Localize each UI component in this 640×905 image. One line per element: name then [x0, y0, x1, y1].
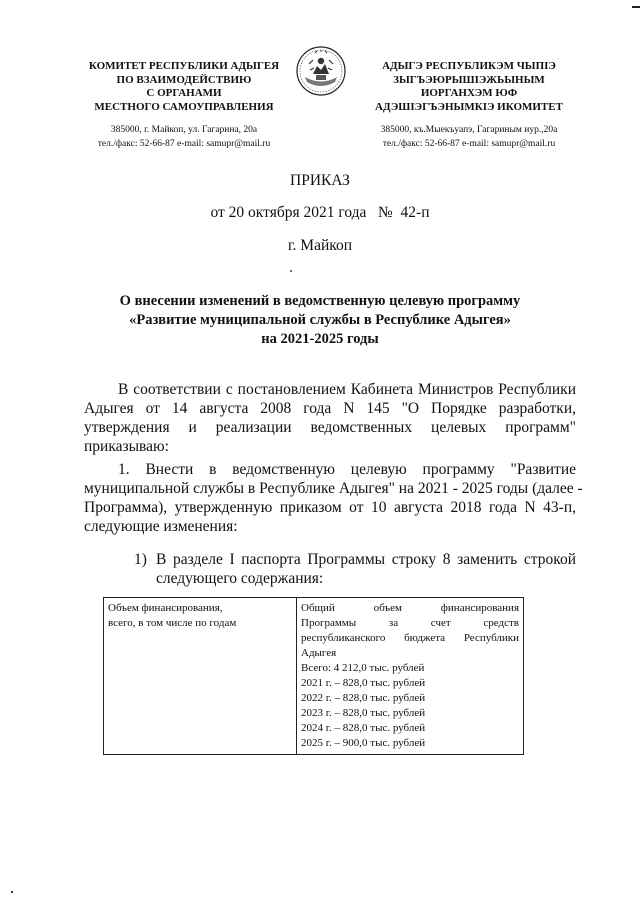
paragraph-line: приказываю:	[84, 438, 169, 455]
table-text-line: Общий объем финансирования	[301, 602, 519, 614]
header-left-address: 385000, г. Майкоп, ул. Гагарина, 20а	[110, 125, 258, 135]
preamble-paragraph	[84, 380, 576, 456]
header-right-address: 385000, къ.Мыекъуапэ, Гагариным иур.,20а	[380, 125, 558, 135]
paragraph-line: следующего содержания:	[156, 570, 324, 587]
table-text-line: 2024 г. – 828,0 тыс. рублей	[301, 722, 426, 734]
subject-line: О внесении изменений в ведомственную целевую программу	[119, 293, 521, 309]
coat-of-arms-icon	[295, 44, 347, 98]
table-text-line: 2021 г. – 828,0 тыс. рублей	[301, 677, 426, 689]
table-row	[104, 598, 524, 755]
paragraph-line: В соответствии с постановлением Кабинета Министров Республики	[118, 381, 576, 398]
paragraph-line: В разделе I паспорта Программы строку 8 заменить строкой	[156, 551, 576, 568]
header-left-address-block	[84, 123, 284, 151]
header-right-block	[362, 60, 576, 151]
header-right-contacts: тел./факс: 52-66-87 e-mail: samupr@mail.ru	[382, 139, 556, 149]
paragraph-line: Адыгея от 14 августа 2008 года N 145 "О Порядке разработки,	[84, 400, 576, 417]
table-cell-label	[104, 598, 297, 755]
subject-line: на 2021-2025 годы	[261, 331, 379, 347]
header-right-line: АДЭШІЭГЪЭНЫМКІЭ ИКОМИТЕТ	[375, 100, 563, 113]
table-text-line: 2023 г. – 828,0 тыс. рублей	[301, 707, 426, 719]
scan-dot	[11, 891, 13, 893]
header-left-line: ПО ВЗАИМОДЕЙСТВИЮ	[116, 73, 252, 86]
table-text-line: Программы за счет средств	[301, 617, 519, 629]
header-right-line: ЗЫГЪЭЮРЫШІЭЖЬЫНЫМ	[393, 73, 545, 86]
header-left-line: МЕСТНОГО САМОУПРАВЛЕНИЯ	[94, 100, 274, 113]
header-left-line: С ОРГАНАМИ	[146, 87, 222, 99]
document-title: ПРИКАЗ	[290, 172, 350, 189]
table-text-line: Адыгея	[301, 647, 337, 659]
paragraph-line: утверждения и реализации ведомственных целевых программ"	[84, 419, 576, 436]
table-cell-value	[297, 598, 524, 755]
paragraph-line: Программа), утвержденную приказом от 10 августа 2018 года N 43-п,	[84, 499, 576, 516]
table-text-line: Объем финансирования,	[108, 602, 223, 614]
financing-table	[103, 597, 524, 755]
header-right-address-block	[362, 123, 576, 151]
table-text-line: республиканского бюджета Республики	[301, 632, 519, 644]
sub-item-paragraph	[134, 550, 576, 588]
header-left-contacts: тел./факс: 52-66-87 e-mail: samupr@mail.ru	[97, 139, 271, 149]
subject-line: «Развитие муниципальной службы в Республике Адыгея»	[129, 312, 511, 328]
table-text-line: 2022 г. – 828,0 тыс. рублей	[301, 692, 426, 704]
item-one-paragraph	[84, 460, 583, 536]
sub-item-number: 1)	[134, 551, 147, 568]
document-subject	[0, 292, 640, 349]
paragraph-line: следующие изменения:	[84, 518, 238, 535]
scan-edge-mark	[632, 6, 640, 8]
paragraph-line: 1. Внести в ведомственную целевую программу "Развитие	[118, 461, 576, 478]
paragraph-line: муниципальной службы в Республике Адыгея" на 2021 - 2025 годы (далее -	[84, 480, 583, 497]
header-right-line: АДЫГЭ РЕСПУБЛИКЭМ ЧЫПІЭ	[382, 60, 556, 72]
table-text-line: всего, в том числе по годам	[108, 617, 237, 629]
header-right-line: ИОРГАНХЭМ ЮФ	[420, 87, 518, 99]
document-city: г. Майкоп	[287, 237, 353, 254]
header-left-block	[84, 60, 284, 151]
table-text-line: 2025 г. – 900,0 тыс. рублей	[301, 737, 426, 749]
scan-dot	[290, 270, 292, 272]
document-date-number: от 20 октября 2021 года № 42-п	[210, 204, 430, 221]
header-left-line: КОМИТЕТ РЕСПУБЛИКИ АДЫГЕЯ	[88, 60, 280, 72]
table-text-line: Всего: 4 212,0 тыс. рублей	[301, 662, 425, 674]
